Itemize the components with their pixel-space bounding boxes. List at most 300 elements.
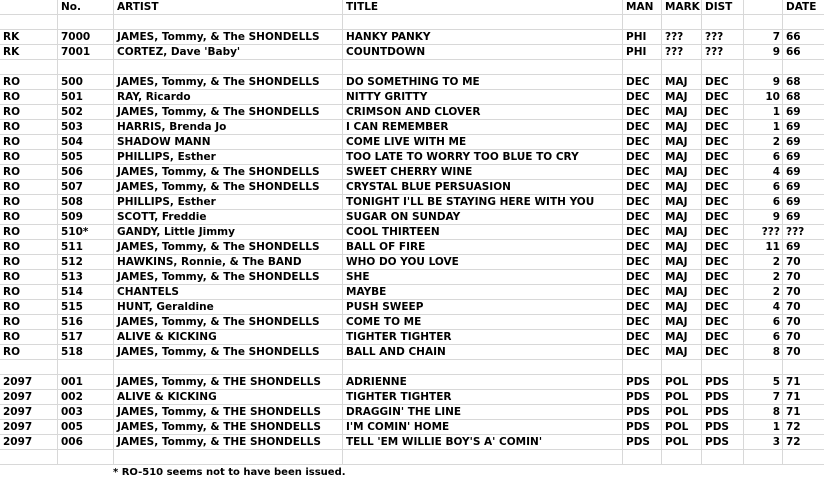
mark-cell[interactable]: POL	[661, 420, 701, 435]
month-cell[interactable]: ???	[743, 225, 782, 240]
table-row	[0, 135, 824, 150]
mark-cell[interactable]: MAJ	[661, 105, 701, 120]
man-cell[interactable]: DEC	[622, 345, 661, 360]
number-cell[interactable]: No.	[57, 0, 113, 15]
table-row	[0, 60, 824, 75]
mark-cell[interactable]: MAJ	[661, 300, 701, 315]
number-cell[interactable]: 518	[57, 345, 113, 360]
man-cell[interactable]: DEC	[622, 270, 661, 285]
prefix-cell[interactable]: RO	[3, 316, 21, 328]
month-cell[interactable]: 2	[743, 285, 782, 300]
date-cell[interactable]: 68	[782, 75, 824, 90]
month-cell[interactable]: 10	[743, 90, 782, 105]
title-cell[interactable]: BALL AND CHAIN	[342, 345, 622, 360]
dist-cell[interactable]: DEC	[701, 90, 743, 105]
prefix-cell[interactable]: RO	[3, 226, 21, 238]
title-cell[interactable]: TOO LATE TO WORRY TOO BLUE TO CRY	[342, 150, 622, 165]
number-cell[interactable]: 516	[57, 315, 113, 330]
title-cell[interactable]: SWEET CHERRY WINE	[342, 165, 622, 180]
man-cell[interactable]: DEC	[622, 105, 661, 120]
dist-cell[interactable]: DEC	[701, 225, 743, 240]
date-cell[interactable]: 72	[782, 435, 824, 450]
number-cell[interactable]: 7001	[57, 45, 113, 60]
title-cell[interactable]: CRYSTAL BLUE PERSUASION	[342, 180, 622, 195]
man-cell[interactable]: DEC	[622, 255, 661, 270]
artist-cell[interactable]: JAMES, Tommy, & The SHONDELLS	[113, 180, 342, 195]
dist-cell[interactable]: PDS	[701, 435, 743, 450]
number-cell[interactable]	[57, 360, 113, 375]
artist-cell[interactable]: JAMES, Tommy, & THE SHONDELLS	[113, 405, 342, 420]
mark-cell[interactable]: MAJ	[661, 135, 701, 150]
man-cell[interactable]: PDS	[622, 375, 661, 390]
title-cell[interactable]: CRIMSON AND CLOVER	[342, 105, 622, 120]
prefix-cell[interactable]: RO	[3, 76, 21, 88]
prefix-cell[interactable]: RO	[3, 346, 21, 358]
mark-cell[interactable]: MAJ	[661, 285, 701, 300]
man-cell[interactable]: PDS	[622, 420, 661, 435]
date-cell[interactable]: 69	[782, 165, 824, 180]
mark-cell[interactable]: MAJ	[661, 330, 701, 345]
mark-cell[interactable]: MAJ	[661, 180, 701, 195]
month-cell[interactable]: 1	[743, 105, 782, 120]
table-row	[0, 375, 824, 390]
mark-cell[interactable]: MAJ	[661, 315, 701, 330]
artist-cell[interactable]: GANDY, Little Jimmy	[113, 225, 342, 240]
date-cell[interactable]: 70	[782, 270, 824, 285]
prefix-cell[interactable]: 2097	[3, 406, 33, 418]
prefix-cell[interactable]: RO	[3, 121, 21, 133]
artist-cell[interactable]: JAMES, Tommy, & The SHONDELLS	[113, 75, 342, 90]
date-cell[interactable]: 69	[782, 135, 824, 150]
artist-cell[interactable]: JAMES, Tommy, & The SHONDELLS	[113, 30, 342, 45]
month-cell[interactable]: 6	[743, 315, 782, 330]
artist-cell[interactable]: ALIVE & KICKING	[113, 330, 342, 345]
title-cell[interactable]	[342, 360, 622, 375]
title-cell[interactable]	[342, 60, 622, 75]
prefix-cell[interactable]: RK	[3, 31, 20, 43]
mark-cell[interactable]: ???	[661, 30, 701, 45]
title-cell[interactable]: DRAGGIN' THE LINE	[342, 405, 622, 420]
artist-cell[interactable]: RAY, Ricardo	[113, 90, 342, 105]
prefix-cell[interactable]: RO	[3, 196, 21, 208]
month-cell[interactable]: 6	[743, 150, 782, 165]
table-row	[0, 75, 824, 90]
number-cell[interactable]	[57, 450, 113, 465]
title-cell[interactable]: COME TO ME	[342, 315, 622, 330]
dist-cell[interactable]: DEC	[701, 330, 743, 345]
month-cell[interactable]: 9	[743, 210, 782, 225]
number-cell[interactable]: 517	[57, 330, 113, 345]
man-cell[interactable]: DEC	[622, 150, 661, 165]
month-cell[interactable]: 8	[743, 345, 782, 360]
date-cell[interactable]: ???	[782, 225, 824, 240]
date-cell[interactable]: 69	[782, 120, 824, 135]
dist-cell[interactable]: DEC	[701, 300, 743, 315]
month-cell[interactable]: 6	[743, 330, 782, 345]
number-cell[interactable]: 511	[57, 240, 113, 255]
date-cell[interactable]	[782, 15, 824, 30]
artist-cell[interactable]: JAMES, Tommy, & The SHONDELLS	[113, 270, 342, 285]
date-cell[interactable]: 71	[782, 405, 824, 420]
dist-cell[interactable]: DEC	[701, 270, 743, 285]
month-cell[interactable]: 7	[743, 390, 782, 405]
dist-cell[interactable]	[701, 15, 743, 30]
dist-cell[interactable]: DEC	[701, 255, 743, 270]
month-cell[interactable]: 3	[743, 435, 782, 450]
artist-cell[interactable]: HAWKINS, Ronnie, & The BAND	[113, 255, 342, 270]
table-row	[0, 255, 824, 270]
artist-cell[interactable]: JAMES, Tommy, & THE SHONDELLS	[113, 435, 342, 450]
dist-cell[interactable]: DEC	[701, 180, 743, 195]
artist-cell[interactable]: JAMES, Tommy, & THE SHONDELLS	[113, 375, 342, 390]
number-cell[interactable]: 504	[57, 135, 113, 150]
month-cell[interactable]: 2	[743, 270, 782, 285]
prefix-cell[interactable]	[0, 60, 57, 75]
month-cell[interactable]	[743, 0, 782, 15]
mark-cell[interactable]	[661, 360, 701, 375]
title-cell[interactable]: TIGHTER TIGHTER	[342, 390, 622, 405]
number-cell[interactable]: 513	[57, 270, 113, 285]
man-cell[interactable]: PDS	[622, 390, 661, 405]
dist-cell[interactable]: DEC	[701, 195, 743, 210]
dist-cell[interactable]: PDS	[701, 390, 743, 405]
man-cell[interactable]: MAN	[622, 0, 661, 15]
table-row	[0, 240, 824, 255]
title-cell[interactable]: COOL THIRTEEN	[342, 225, 622, 240]
mark-cell[interactable]: MAJ	[661, 75, 701, 90]
prefix-cell[interactable]	[0, 450, 57, 465]
title-cell[interactable]: TELL 'EM WILLIE BOY'S A' COMIN'	[342, 435, 622, 450]
dist-cell[interactable]: DEC	[701, 285, 743, 300]
artist-cell[interactable]	[113, 60, 342, 75]
date-cell[interactable]: 70	[782, 255, 824, 270]
number-cell[interactable]	[57, 15, 113, 30]
date-cell[interactable]: 69	[782, 150, 824, 165]
date-cell[interactable]: 66	[782, 30, 824, 45]
man-cell[interactable]: DEC	[622, 330, 661, 345]
prefix-cell[interactable]: RO	[3, 151, 21, 163]
table-row	[0, 270, 824, 285]
prefix-cell[interactable]: RO	[3, 271, 21, 283]
date-cell[interactable]: 69	[782, 240, 824, 255]
number-cell[interactable]: 502	[57, 105, 113, 120]
mark-cell[interactable]: ???	[661, 45, 701, 60]
month-cell[interactable]	[743, 60, 782, 75]
table-row	[0, 150, 824, 165]
mark-cell[interactable]: MAJ	[661, 90, 701, 105]
man-cell[interactable]: PHI	[622, 45, 661, 60]
mark-cell[interactable]: MAJ	[661, 165, 701, 180]
number-cell[interactable]: 509	[57, 210, 113, 225]
prefix-cell[interactable]: RO	[3, 106, 21, 118]
artist-cell[interactable]: CHANTELS	[113, 285, 342, 300]
month-cell[interactable]: 4	[743, 300, 782, 315]
date-cell[interactable]: 70	[782, 285, 824, 300]
mark-cell[interactable]: POL	[661, 435, 701, 450]
man-cell[interactable]	[622, 450, 661, 465]
man-cell[interactable]: DEC	[622, 210, 661, 225]
mark-cell[interactable]: MAJ	[661, 345, 701, 360]
date-cell[interactable]: 69	[782, 195, 824, 210]
month-cell[interactable]: 7	[743, 30, 782, 45]
title-cell[interactable]: WHO DO YOU LOVE	[342, 255, 622, 270]
dist-cell[interactable]	[701, 450, 743, 465]
mark-cell[interactable]	[661, 60, 701, 75]
prefix-cell[interactable]	[0, 0, 57, 15]
date-cell[interactable]: 69	[782, 180, 824, 195]
dist-cell[interactable]: DEC	[701, 105, 743, 120]
title-cell[interactable]: I CAN REMEMBER	[342, 120, 622, 135]
mark-cell[interactable]: MAJ	[661, 210, 701, 225]
month-cell[interactable]: 2	[743, 255, 782, 270]
number-cell[interactable]: 515	[57, 300, 113, 315]
dist-cell[interactable]: DEC	[701, 240, 743, 255]
prefix-cell[interactable]: RO	[3, 241, 21, 253]
man-cell[interactable]: DEC	[622, 225, 661, 240]
header-row	[0, 0, 824, 15]
number-cell[interactable]: 501	[57, 90, 113, 105]
prefix-cell[interactable]: RO	[3, 256, 21, 268]
artist-cell[interactable]: HUNT, Geraldine	[113, 300, 342, 315]
table-row	[0, 285, 824, 300]
artist-cell[interactable]: SHADOW MANN	[113, 135, 342, 150]
table-row	[0, 180, 824, 195]
number-cell[interactable]: 500	[57, 75, 113, 90]
table-row	[0, 390, 824, 405]
man-cell[interactable]: DEC	[622, 240, 661, 255]
dist-cell[interactable]: ???	[701, 30, 743, 45]
date-cell[interactable]: 68	[782, 90, 824, 105]
prefix-cell[interactable]: RO	[3, 181, 21, 193]
table-row	[0, 435, 824, 450]
dist-cell[interactable]: DEC	[701, 165, 743, 180]
title-cell[interactable]: SHE	[342, 270, 622, 285]
date-cell[interactable]: 69	[782, 210, 824, 225]
number-cell[interactable]: 505	[57, 150, 113, 165]
table-row	[0, 300, 824, 315]
prefix-cell[interactable]: 2097	[3, 376, 33, 388]
title-cell[interactable]: MAYBE	[342, 285, 622, 300]
title-cell[interactable]: COUNTDOWN	[342, 45, 622, 60]
dist-cell[interactable]: DEC	[701, 120, 743, 135]
date-cell[interactable]: 71	[782, 390, 824, 405]
artist-cell[interactable]: JAMES, Tommy, & The SHONDELLS	[113, 105, 342, 120]
dist-cell[interactable]: DEC	[701, 210, 743, 225]
mark-cell[interactable]: MAJ	[661, 270, 701, 285]
month-cell[interactable]	[743, 450, 782, 465]
date-cell[interactable]: 71	[782, 375, 824, 390]
date-cell[interactable]: 70	[782, 345, 824, 360]
mark-cell[interactable]: MARK	[661, 0, 701, 15]
man-cell[interactable]: DEC	[622, 75, 661, 90]
title-cell[interactable]: DO SOMETHING TO ME	[342, 75, 622, 90]
man-cell[interactable]: DEC	[622, 135, 661, 150]
month-cell[interactable]: 6	[743, 180, 782, 195]
artist-cell[interactable]: JAMES, Tommy, & The SHONDELLS	[113, 165, 342, 180]
prefix-cell[interactable]: RK	[3, 46, 20, 58]
mark-cell[interactable]: POL	[661, 405, 701, 420]
month-cell[interactable]: 11	[743, 240, 782, 255]
month-cell[interactable]	[743, 360, 782, 375]
title-cell[interactable]: I'M COMIN' HOME	[342, 420, 622, 435]
dist-cell[interactable]	[701, 60, 743, 75]
prefix-cell[interactable]: RO	[3, 286, 21, 298]
title-cell[interactable]	[342, 450, 622, 465]
title-cell[interactable]: TONIGHT I'LL BE STAYING HERE WITH YOU	[342, 195, 622, 210]
number-cell[interactable]: 512	[57, 255, 113, 270]
mark-cell[interactable]: POL	[661, 375, 701, 390]
title-cell[interactable]	[342, 15, 622, 30]
table-row	[0, 225, 824, 240]
date-cell[interactable]: DATE	[782, 0, 824, 15]
table-row	[0, 315, 824, 330]
date-cell[interactable]	[782, 60, 824, 75]
man-cell[interactable]: DEC	[622, 315, 661, 330]
date-cell[interactable]: 70	[782, 330, 824, 345]
table-row	[0, 30, 824, 45]
artist-cell[interactable]	[113, 450, 342, 465]
mark-cell[interactable]: MAJ	[661, 225, 701, 240]
prefix-cell[interactable]	[0, 360, 57, 375]
man-cell[interactable]	[622, 15, 661, 30]
artist-cell[interactable]: ALIVE & KICKING	[113, 390, 342, 405]
dist-cell[interactable]: DEC	[701, 75, 743, 90]
artist-cell[interactable]: HARRIS, Brenda Jo	[113, 120, 342, 135]
date-cell[interactable]	[782, 450, 824, 465]
man-cell[interactable]: PHI	[622, 30, 661, 45]
dist-cell[interactable]: ???	[701, 45, 743, 60]
dist-cell[interactable]: DIST	[701, 0, 743, 15]
man-cell[interactable]: DEC	[622, 90, 661, 105]
date-cell[interactable]: 72	[782, 420, 824, 435]
prefix-cell[interactable]: 2097	[3, 436, 33, 448]
prefix-cell[interactable]: RO	[3, 301, 21, 313]
number-cell[interactable]: 002	[57, 390, 113, 405]
man-cell[interactable]: DEC	[622, 180, 661, 195]
date-cell[interactable]: 70	[782, 315, 824, 330]
man-cell[interactable]	[622, 360, 661, 375]
artist-cell[interactable]: PHILLIPS, Esther	[113, 195, 342, 210]
prefix-cell[interactable]: 2097	[3, 421, 33, 433]
prefix-cell[interactable]: RO	[3, 136, 21, 148]
man-cell[interactable]: DEC	[622, 300, 661, 315]
table-row	[0, 120, 824, 135]
artist-cell[interactable]: PHILLIPS, Esther	[113, 150, 342, 165]
date-cell[interactable]	[782, 360, 824, 375]
number-cell[interactable]	[57, 60, 113, 75]
man-cell[interactable]: PDS	[622, 405, 661, 420]
artist-cell[interactable]: ARTIST	[113, 0, 342, 15]
mark-cell[interactable]: MAJ	[661, 240, 701, 255]
number-cell[interactable]: 003	[57, 405, 113, 420]
man-cell[interactable]: DEC	[622, 120, 661, 135]
artist-cell[interactable]	[113, 15, 342, 30]
mark-cell[interactable]: MAJ	[661, 150, 701, 165]
number-cell[interactable]: 507	[57, 180, 113, 195]
dist-cell[interactable]: PDS	[701, 420, 743, 435]
number-cell[interactable]: 508	[57, 195, 113, 210]
man-cell[interactable]: DEC	[622, 195, 661, 210]
artist-cell[interactable]: JAMES, Tommy, & The SHONDELLS	[113, 315, 342, 330]
title-cell[interactable]: ADRIENNE	[342, 375, 622, 390]
dist-cell[interactable]: DEC	[701, 135, 743, 150]
date-cell[interactable]: 69	[782, 105, 824, 120]
month-cell[interactable]: 5	[743, 375, 782, 390]
month-cell[interactable]: 9	[743, 75, 782, 90]
title-cell[interactable]: PUSH SWEEP	[342, 300, 622, 315]
artist-cell[interactable]: CORTEZ, Dave 'Baby'	[113, 45, 342, 60]
month-cell[interactable]: 2	[743, 135, 782, 150]
prefix-cell[interactable]: RO	[3, 211, 21, 223]
prefix-cell[interactable]: RO	[3, 91, 21, 103]
month-cell[interactable]	[743, 15, 782, 30]
date-cell[interactable]: 70	[782, 300, 824, 315]
dist-cell[interactable]: PDS	[701, 405, 743, 420]
title-cell[interactable]: NITTY GRITTY	[342, 90, 622, 105]
title-cell[interactable]: BALL OF FIRE	[342, 240, 622, 255]
number-cell[interactable]: 503	[57, 120, 113, 135]
number-cell[interactable]: 005	[57, 420, 113, 435]
table-row	[0, 90, 824, 105]
prefix-cell[interactable]: 2097	[3, 391, 33, 403]
mark-cell[interactable]: MAJ	[661, 120, 701, 135]
mark-cell[interactable]: POL	[661, 390, 701, 405]
title-cell[interactable]: HANKY PANKY	[342, 30, 622, 45]
artist-cell[interactable]: JAMES, Tommy, & The SHONDELLS	[113, 345, 342, 360]
dist-cell[interactable]: DEC	[701, 315, 743, 330]
artist-cell[interactable]: JAMES, Tommy, & The SHONDELLS	[113, 240, 342, 255]
dist-cell[interactable]: DEC	[701, 345, 743, 360]
man-cell[interactable]	[622, 60, 661, 75]
man-cell[interactable]: DEC	[622, 285, 661, 300]
artist-cell[interactable]: SCOTT, Freddie	[113, 210, 342, 225]
man-cell[interactable]: DEC	[622, 165, 661, 180]
artist-cell[interactable]: JAMES, Tommy, & THE SHONDELLS	[113, 420, 342, 435]
mark-cell[interactable]	[661, 450, 701, 465]
number-cell[interactable]: 7000	[57, 30, 113, 45]
dist-cell[interactable]: PDS	[701, 375, 743, 390]
prefix-cell[interactable]	[0, 15, 57, 30]
number-cell[interactable]: 001	[57, 375, 113, 390]
number-cell[interactable]: 510*	[57, 225, 113, 240]
title-cell[interactable]: SUGAR ON SUNDAY	[342, 210, 622, 225]
title-cell[interactable]: COME LIVE WITH ME	[342, 135, 622, 150]
prefix-cell[interactable]: RO	[3, 166, 21, 178]
month-cell[interactable]: 1	[743, 120, 782, 135]
man-cell[interactable]: PDS	[622, 435, 661, 450]
prefix-cell[interactable]: RO	[3, 331, 21, 343]
month-cell[interactable]: 6	[743, 195, 782, 210]
dist-cell[interactable]	[701, 360, 743, 375]
title-cell[interactable]: TITLE	[342, 0, 622, 15]
number-cell[interactable]: 506	[57, 165, 113, 180]
date-cell[interactable]: 66	[782, 45, 824, 60]
mark-cell[interactable]	[661, 15, 701, 30]
mark-cell[interactable]: MAJ	[661, 195, 701, 210]
table-row	[0, 330, 824, 345]
dist-cell[interactable]: DEC	[701, 150, 743, 165]
table-row	[0, 405, 824, 420]
month-cell[interactable]: 4	[743, 165, 782, 180]
number-cell[interactable]: 514	[57, 285, 113, 300]
title-cell[interactable]: TIGHTER TIGHTER	[342, 330, 622, 345]
artist-cell[interactable]	[113, 360, 342, 375]
month-cell[interactable]: 9	[743, 45, 782, 60]
month-cell[interactable]: 8	[743, 405, 782, 420]
mark-cell[interactable]: MAJ	[661, 255, 701, 270]
number-cell[interactable]: 006	[57, 435, 113, 450]
month-cell[interactable]: 1	[743, 420, 782, 435]
